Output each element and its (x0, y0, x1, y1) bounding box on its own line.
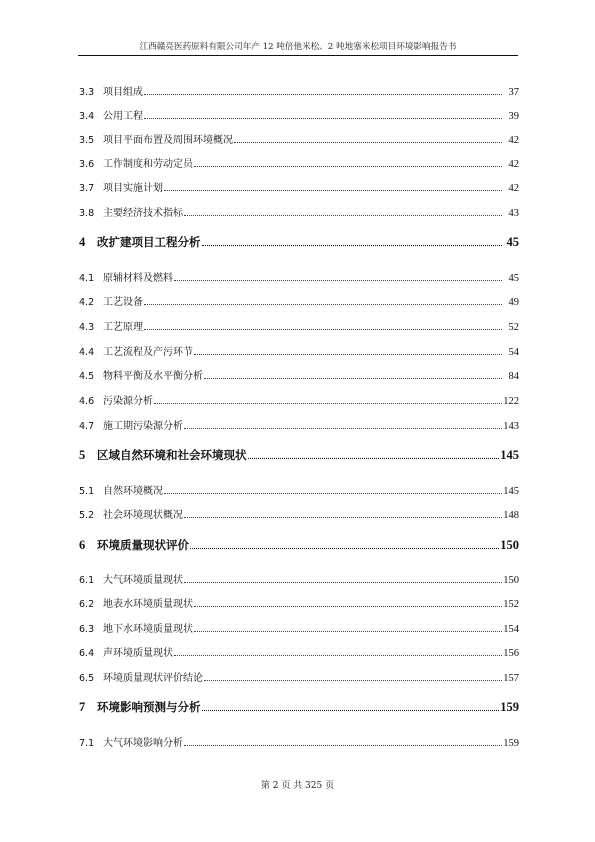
dot-leader (202, 710, 500, 711)
toc-entry-page-number: 156 (503, 648, 519, 659)
toc-entry-page-number: 122 (503, 396, 519, 407)
toc-entry-title: 项目平面布置及周围环境概况 (103, 135, 233, 146)
toc-section-entry[interactable] (79, 506, 519, 522)
toc-entry-page-number: 42 (508, 135, 519, 146)
toc-entry-number: 4.3 (79, 322, 95, 333)
toc-section-entry[interactable] (79, 669, 519, 685)
dot-leader (194, 354, 502, 355)
toc-entry-page-number: 37 (508, 87, 519, 98)
toc-section-entry[interactable] (79, 179, 519, 195)
toc-entry-number: 3.7 (79, 183, 95, 194)
toc-entry-title: 地表水环境质量现状 (103, 599, 193, 610)
dot-leader (154, 403, 502, 404)
toc-section-entry[interactable] (79, 318, 519, 334)
toc-entry-title: 声环境质量现状 (103, 648, 173, 659)
toc-section-entry[interactable] (79, 734, 519, 750)
toc-chapter-entry[interactable] (79, 447, 519, 463)
toc-section-entry[interactable] (79, 131, 519, 147)
toc-entry-number: 4.2 (79, 297, 95, 308)
toc-entry-page-number: 84 (508, 371, 519, 382)
toc-entry-page-number: 52 (508, 322, 519, 333)
toc-entry-page-number: 159 (503, 738, 519, 749)
dot-leader (202, 245, 503, 246)
toc-entry-title: 大气环境质量现状 (103, 575, 183, 586)
toc-entry-number: 3.5 (79, 135, 95, 146)
dot-leader (184, 428, 502, 429)
toc-entry-page-number: 42 (508, 159, 519, 170)
dot-leader (194, 166, 502, 167)
toc-entry-title: 项目组成 (103, 87, 143, 98)
toc-entry-title: 工艺设备 (103, 297, 143, 308)
toc-entry-title: 环境质量现状评价结论 (103, 673, 203, 684)
toc-entry-page-number: 54 (508, 347, 519, 358)
dot-leader (184, 745, 502, 746)
toc-entry-page-number: 148 (503, 510, 519, 521)
running-header: 江西赣亮医药原料有限公司年产 12 吨倍他米松、2 吨地塞米松项目环境影响报告书 (139, 42, 457, 52)
dot-leader (144, 304, 502, 305)
toc-chapter-entry[interactable] (79, 234, 519, 250)
page-footer: 第 2 页 共 325 页 (260, 781, 335, 791)
toc-entry-page-number: 157 (503, 673, 519, 684)
toc-entry-title: 环境质量现状评价 (97, 538, 189, 552)
dot-leader (144, 118, 502, 119)
toc-entry-page-number: 43 (508, 208, 519, 219)
toc-entry-number: 7.1 (79, 738, 95, 749)
toc-entry-number: 6.4 (79, 648, 95, 659)
toc-entry-title: 自然环境概况 (103, 486, 163, 497)
toc-section-entry[interactable] (79, 155, 519, 171)
toc-section-entry[interactable] (79, 83, 519, 99)
toc-chapter-entry[interactable] (79, 537, 519, 553)
dot-leader (234, 142, 502, 143)
toc-entry-number: 3.6 (79, 159, 95, 170)
toc-entry-number: 5.2 (79, 510, 95, 521)
dot-leader (184, 215, 502, 216)
toc-entry-page-number: 150 (500, 538, 519, 552)
toc-entry-number: 5 (79, 448, 86, 462)
toc-entry-number: 6.5 (79, 673, 95, 684)
toc-entry-number: 6.2 (79, 599, 95, 610)
toc-entry-page-number: 154 (503, 624, 519, 635)
toc-entry-page-number: 145 (503, 486, 519, 497)
toc-section-entry[interactable] (79, 620, 519, 636)
toc-entry-number: 4.4 (79, 347, 95, 358)
toc-entry-title: 区域自然环境和社会环境现状 (97, 448, 247, 462)
toc-entry-number: 3.8 (79, 208, 95, 219)
toc-entry-title: 施工期污染源分析 (103, 421, 183, 432)
toc-section-entry[interactable] (79, 343, 519, 359)
dot-leader (248, 458, 500, 459)
toc-entry-title: 环境影响预测与分析 (97, 700, 201, 714)
toc-entry-page-number: 45 (506, 235, 519, 249)
dot-leader (174, 280, 502, 281)
toc-entry-number: 4.6 (79, 396, 95, 407)
toc-section-entry[interactable] (79, 107, 519, 123)
toc-entry-title: 大气环境影响分析 (103, 738, 183, 749)
dot-leader (184, 582, 502, 583)
toc-entry-page-number: 152 (503, 599, 519, 610)
toc-section-entry[interactable] (79, 595, 519, 611)
toc-section-entry[interactable] (79, 571, 519, 587)
dot-leader (204, 378, 502, 379)
dot-leader (194, 606, 502, 607)
toc-entry-number: 6.1 (79, 575, 95, 586)
toc-entry-title: 社会环境现状概况 (103, 510, 183, 521)
toc-entry-number: 4.5 (79, 371, 95, 382)
toc-entry-title: 物料平衡及水平衡分析 (103, 371, 203, 382)
toc-entry-page-number: 145 (500, 448, 519, 462)
toc-entry-page-number: 159 (500, 700, 519, 714)
dot-leader (204, 680, 502, 681)
toc-entry-page-number: 150 (503, 575, 519, 586)
toc-entry-number: 4.1 (79, 273, 95, 284)
toc-entry-number: 7 (79, 700, 86, 714)
dot-leader (164, 493, 502, 494)
header-divider (78, 55, 518, 56)
toc-entry-page-number: 143 (503, 421, 519, 432)
toc-entry-number: 6.3 (79, 624, 95, 635)
toc-entry-title: 地下水环境质量现状 (103, 624, 193, 635)
dot-leader (190, 548, 499, 549)
toc-section-entry[interactable] (79, 293, 519, 309)
toc-entry-title: 公用工程 (103, 111, 143, 122)
toc-entry-number: 3.4 (79, 111, 95, 122)
toc-entry-page-number: 39 (508, 111, 519, 122)
toc-entry-number: 5.1 (79, 486, 95, 497)
toc-entry-number: 3.3 (79, 87, 95, 98)
dot-leader (144, 329, 502, 330)
dot-leader (174, 655, 502, 656)
dot-leader (194, 631, 502, 632)
dot-leader (144, 94, 502, 95)
toc-entry-title: 工艺原理 (103, 322, 143, 333)
dot-leader (184, 517, 502, 518)
toc-entry-number: 4 (79, 235, 86, 249)
toc-entry-title: 项目实施计划 (103, 183, 163, 194)
dot-leader (164, 190, 502, 191)
toc-entry-page-number: 42 (508, 183, 519, 194)
toc-entry-page-number: 49 (508, 297, 519, 308)
toc-section-entry[interactable] (79, 417, 519, 433)
toc-entry-number: 4.7 (79, 421, 95, 432)
toc-section-entry[interactable] (79, 392, 519, 408)
toc-section-entry[interactable] (79, 269, 519, 285)
toc-chapter-entry[interactable] (79, 699, 519, 715)
toc-entry-title: 改扩建项目工程分析 (97, 235, 201, 249)
toc-entry-title: 污染源分析 (103, 396, 153, 407)
toc-entry-title: 原辅材料及燃料 (103, 273, 173, 284)
toc-entry-title: 主要经济技术指标 (103, 208, 183, 219)
toc-section-entry[interactable] (79, 482, 519, 498)
toc-section-entry[interactable] (79, 204, 519, 220)
toc-entry-title: 工艺流程及产污环节 (103, 347, 193, 358)
toc-entry-page-number: 45 (508, 273, 519, 284)
toc-section-entry[interactable] (79, 367, 519, 383)
toc-section-entry[interactable] (79, 644, 519, 660)
toc-entry-number: 6 (79, 538, 86, 552)
toc-entry-title: 工作制度和劳动定员 (103, 159, 193, 170)
